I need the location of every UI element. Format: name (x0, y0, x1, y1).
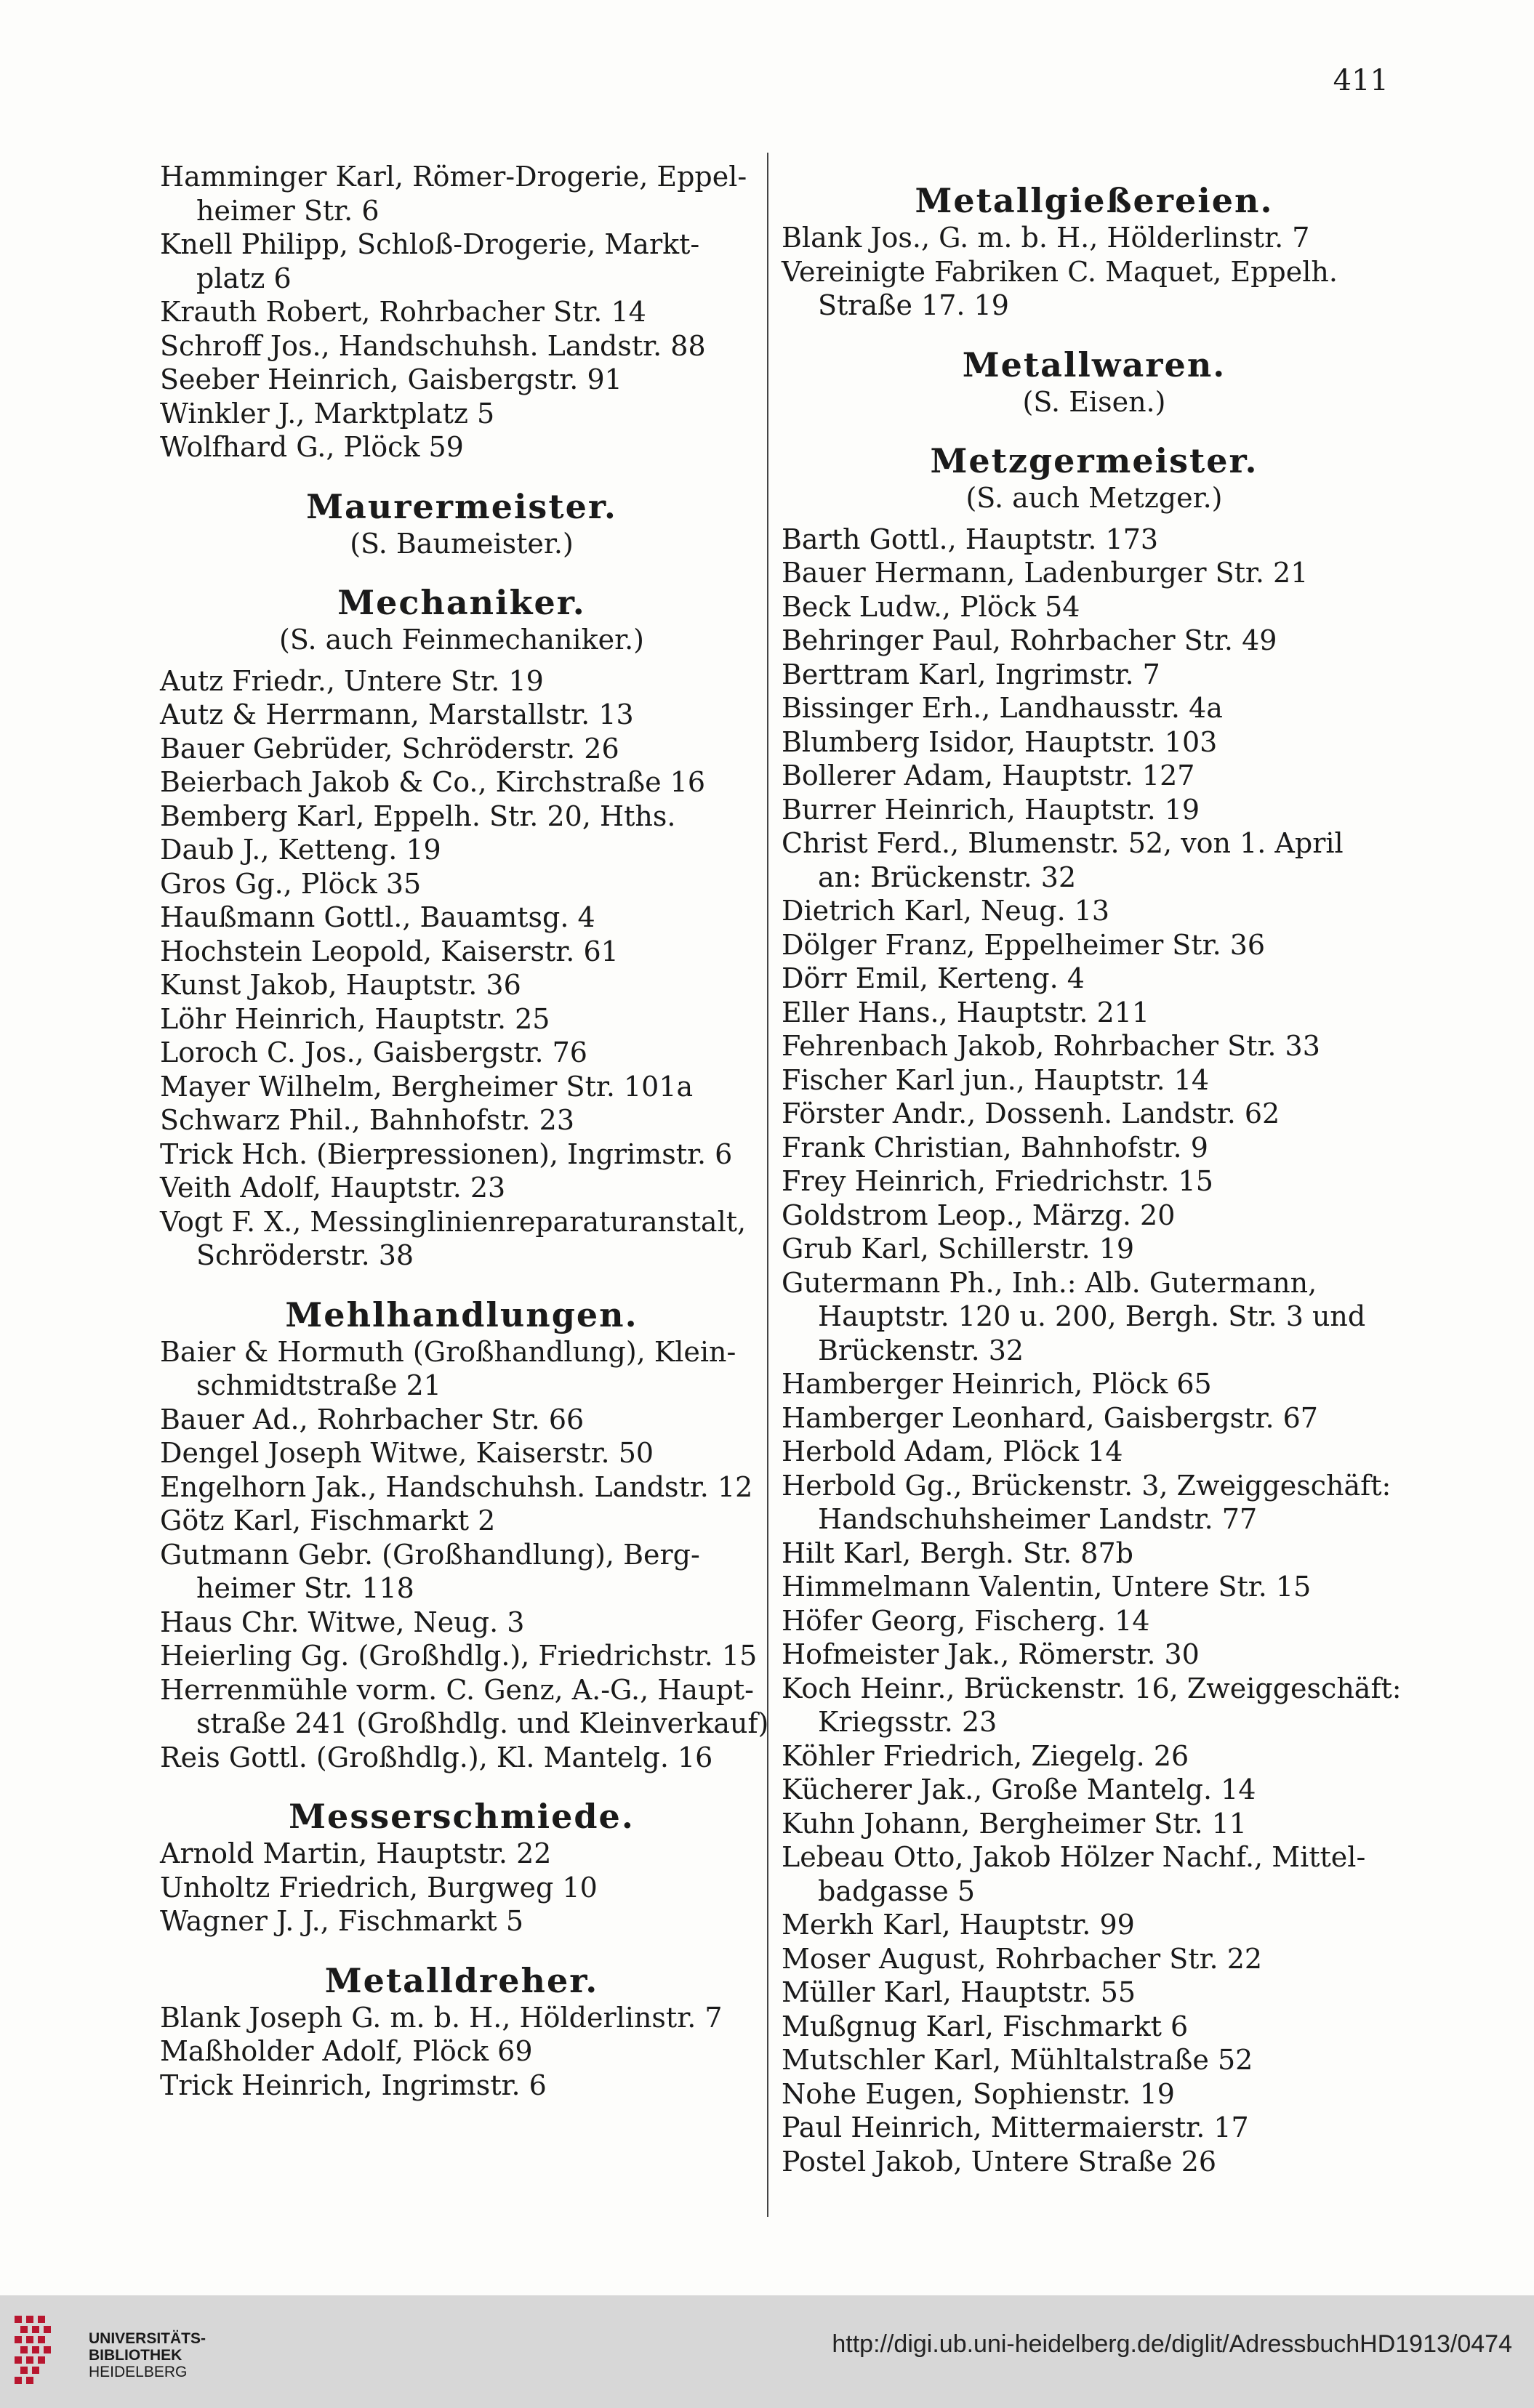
directory-entry: Hamminger Karl, Römer-Drogerie, Eppel- (160, 161, 747, 193)
entry-continuation: Brückenstr. 32 (818, 1334, 1024, 1366)
directory-entry: Höfer Georg, Fischerg. 14 (782, 1604, 1150, 1637)
section-heading: Metalldreher. (324, 1960, 599, 2000)
cross-reference-note: (S. auch Metzger.) (965, 482, 1223, 514)
directory-entry: Fischer Karl jun., Hauptstr. 14 (782, 1063, 1210, 1096)
source-url-link[interactable]: http://digi.ub.uni-heidelberg.de/diglit/AdressbuchHD1913/0474 (832, 2330, 1512, 2358)
directory-entry: Veith Adolf, Hauptstr. 23 (160, 1172, 506, 1204)
institution-name (89, 2330, 206, 2380)
entry-continuation: Handschuhsheimer Landstr. 77 (818, 1503, 1258, 1535)
directory-entry: Nohe Eugen, Sophienstr. 19 (782, 2077, 1175, 2110)
directory-entry: Arnold Martin, Hauptstr. 22 (160, 1837, 552, 1869)
directory-entry: Götz Karl, Fischmarkt 2 (160, 1505, 496, 1537)
left-column (160, 160, 769, 2102)
directory-entry: Mutschler Karl, Mühltalstraße 52 (782, 2044, 1253, 2076)
directory-entry: Mußgnug Karl, Fischmarkt 6 (782, 2010, 1189, 2042)
directory-entry: Burrer Heinrich, Hauptstr. 19 (782, 793, 1200, 826)
entry-continuation: schmidtstraße 21 (196, 1369, 441, 1401)
directory-entry: Gutermann Ph., Inh.: Alb. Gutermann, (782, 1266, 1317, 1299)
directory-entry: Müller Karl, Hauptstr. 55 (782, 1976, 1136, 2008)
directory-entry: Engelhorn Jak., Handschuhsh. Landstr. 12 (160, 1470, 753, 1503)
directory-entry: Krauth Robert, Rohrbacher Str. 14 (160, 296, 646, 328)
directory-entry: Gros Gg., Plöck 35 (160, 867, 422, 900)
entry-continuation: badgasse 5 (818, 1875, 976, 1907)
entry-continuation: heimer Str. 6 (196, 194, 380, 227)
directory-entry: Seeber Heinrich, Gaisbergstr. 91 (160, 363, 622, 395)
directory-entry: Kuhn Johann, Bergheimer Str. 11 (782, 1807, 1247, 1840)
directory-entry: Grub Karl, Schillerstr. 19 (782, 1233, 1135, 1265)
directory-entry: Bauer Hermann, Ladenburger Str. 21 (782, 557, 1309, 589)
directory-entry: Hilt Karl, Bergh. Str. 87b (782, 1537, 1133, 1569)
directory-entry: Hochstein Leopold, Kaiserstr. 61 (160, 935, 619, 967)
section-heading: Mehlhandlungen. (285, 1294, 638, 1334)
directory-entry: Lebeau Otto, Jakob Hölzer Nachf., Mittel- (782, 1841, 1366, 1873)
directory-entry: Goldstrom Leop., Märzg. 20 (782, 1199, 1176, 1231)
directory-entry: Herbold Adam, Plöck 14 (782, 1435, 1123, 1467)
directory-entry: Bauer Gebrüder, Schröderstr. 26 (160, 732, 619, 765)
directory-entry: Moser August, Rohrbacher Str. 22 (782, 1942, 1263, 1975)
entry-continuation: Schröderstr. 38 (196, 1239, 414, 1271)
institution-line-3: HEIDELBERG (89, 2364, 188, 2380)
directory-entry: Haus Chr. Witwe, Neug. 3 (160, 1606, 525, 1638)
directory-entry: Schroff Jos., Handschuhsh. Landstr. 88 (160, 329, 706, 362)
directory-entry: Wagner J. J., Fischmarkt 5 (160, 1905, 524, 1937)
directory-entry: Postel Jakob, Untere Straße 26 (782, 2145, 1217, 2178)
directory-entry: Dölger Franz, Eppelheimer Str. 36 (782, 928, 1266, 961)
directory-entry: Reis Gottl. (Großhdlg.), Kl. Mantelg. 16 (160, 1741, 713, 1773)
cross-reference-note: (S. Baumeister.) (350, 527, 574, 560)
section-heading: Metzgermeister. (930, 441, 1258, 480)
cross-reference-note: (S. Eisen.) (1022, 385, 1166, 418)
directory-entry: Wolfhard G., Plöck 59 (160, 431, 464, 463)
institution-line-1: UNIVERSITÄTS- (89, 2330, 206, 2347)
directory-entry: Knell Philipp, Schloß-Drogerie, Markt- (160, 228, 700, 260)
directory-entry: Dietrich Karl, Neug. 13 (782, 895, 1110, 927)
section-heading: Maurermeister. (306, 486, 617, 526)
directory-entry: Mayer Wilhelm, Bergheimer Str. 101a (160, 1070, 694, 1103)
directory-entry: Bollerer Adam, Hauptstr. 127 (782, 760, 1195, 792)
directory-entry: Blumberg Isidor, Hauptstr. 103 (782, 725, 1218, 758)
entry-continuation: Hauptstr. 120 u. 200, Bergh. Str. 3 und (818, 1300, 1366, 1332)
directory-entry: Daub J., Ketteng. 19 (160, 834, 441, 866)
directory-entry: Bemberg Karl, Eppelh. Str. 20, Hths. (160, 800, 676, 832)
directory-entry: Löhr Heinrich, Hauptstr. 25 (160, 1002, 550, 1035)
directory-entry: Köhler Friedrich, Ziegelg. 26 (782, 1739, 1189, 1772)
directory-entry: Schwarz Phil., Bahnhofstr. 23 (160, 1104, 575, 1136)
directory-entry: Behringer Paul, Rohrbacher Str. 49 (782, 624, 1277, 656)
directory-entry: Christ Ferd., Blumenstr. 52, von 1. April (782, 827, 1344, 859)
directory-entry: Bissinger Erh., Landhausstr. 4a (782, 692, 1223, 724)
directory-entry: Autz Friedr., Untere Str. 19 (160, 664, 544, 697)
entry-continuation: straße 241 (Großhdlg. und Kleinverkauf) (196, 1707, 769, 1739)
section-heading: Messerschmiede. (289, 1797, 635, 1836)
section-heading: Mechaniker. (337, 583, 586, 622)
directory-entry: Eller Hans., Hauptstr. 211 (782, 996, 1150, 1028)
directory-entry: Herrenmühle vorm. C. Genz, A.-G., Haupt- (160, 1673, 754, 1706)
directory-entry: Trick Heinrich, Ingrimstr. 6 (160, 2069, 547, 2101)
column-divider (767, 153, 768, 2217)
directory-entry: Bauer Ad., Rohrbacher Str. 66 (160, 1403, 585, 1435)
entry-continuation: platz 6 (196, 262, 292, 294)
directory-entry: Merkh Karl, Hauptstr. 99 (782, 1909, 1135, 1941)
directory-entry: Fehrenbach Jakob, Rohrbacher Str. 33 (782, 1030, 1320, 1062)
directory-entry: Kücherer Jak., Große Mantelg. 14 (782, 1773, 1256, 1805)
directory-entry: Maßholder Adolf, Plöck 69 (160, 2035, 533, 2067)
right-column (782, 158, 1407, 2178)
entry-continuation: heimer Str. 118 (196, 1572, 414, 1604)
directory-entry: Frey Heinrich, Friedrichstr. 15 (782, 1165, 1213, 1197)
directory-entry: Förster Andr., Dossenh. Landstr. 62 (782, 1098, 1280, 1129)
directory-entry: Berttram Karl, Ingrimstr. 7 (782, 658, 1160, 690)
directory-entry: Beck Ludw., Plöck 54 (782, 590, 1080, 623)
directory-entry: Beierbach Jakob & Co., Kirchstraße 16 (160, 766, 706, 798)
footer-bar (0, 2295, 1534, 2408)
directory-entry: Heierling Gg. (Großhdlg.), Friedrichstr. 15 (160, 1640, 758, 1672)
directory-entry: Hamberger Leonhard, Gaisbergstr. 67 (782, 1401, 1318, 1434)
directory-entry: Blank Jos., G. m. b. H., Hölderlinstr. 7 (782, 222, 1310, 254)
directory-entry: Himmelmann Valentin, Untere Str. 15 (782, 1571, 1312, 1603)
entry-continuation: Straße 17. 19 (818, 289, 1009, 321)
directory-entry: Vereinigte Fabriken C. Maquet, Eppelh. (782, 255, 1338, 288)
directory-entry: Gutmann Gebr. (Großhandlung), Berg- (160, 1538, 700, 1571)
directory-entry: Unholtz Friedrich, Burgweg 10 (160, 1871, 598, 1904)
institution-line-2: BIBLIOTHEK (89, 2347, 182, 2364)
directory-entry: Blank Joseph G. m. b. H., Hölderlinstr. 7 (160, 2001, 723, 2034)
directory-entry: Barth Gottl., Hauptstr. 173 (782, 523, 1159, 555)
directory-entry: Dengel Joseph Witwe, Kaiserstr. 50 (160, 1437, 654, 1469)
directory-entry: Koch Heinr., Brückenstr. 16, Zweiggeschäft: (782, 1672, 1402, 1704)
section-heading: Metallgießereien. (915, 181, 1274, 220)
directory-entry: Herbold Gg., Brückenstr. 3, Zweiggeschäft: (782, 1469, 1392, 1502)
directory-entry: Loroch C. Jos., Gaisbergstr. 76 (160, 1036, 587, 1068)
entry-continuation: Kriegsstr. 23 (818, 1706, 997, 1738)
directory-entry: Hofmeister Jak., Römerstr. 30 (782, 1638, 1200, 1670)
directory-entry: Haußmann Gottl., Bauamtsg. 4 (160, 901, 595, 933)
directory-entry: Autz & Herrmann, Marstallstr. 13 (160, 698, 634, 730)
directory-entry: Dörr Emil, Kerteng. 4 (782, 962, 1085, 994)
section-heading: Metallwaren. (962, 345, 1226, 384)
directory-entry: Frank Christian, Bahnhofstr. 9 (782, 1131, 1208, 1164)
page-number: 411 (1333, 64, 1389, 97)
directory-entry: Paul Heinrich, Mittermaierstr. 17 (782, 2111, 1249, 2143)
directory-entry: Hamberger Heinrich, Plöck 65 (782, 1368, 1212, 1400)
directory-entry: Baier & Hormuth (Großhandlung), Klein- (160, 1335, 736, 1368)
entry-continuation: an: Brückenstr. 32 (818, 861, 1077, 893)
directory-entry: Kunst Jakob, Hauptstr. 36 (160, 969, 521, 1001)
cross-reference-note: (S. auch Feinmechaniker.) (279, 624, 644, 656)
directory-entry: Trick Hch. (Bierpressionen), Ingrimstr. 6 (160, 1137, 733, 1170)
directory-entry: Vogt F. X., Messinglinienreparaturanstalt, (160, 1205, 747, 1238)
directory-entry: Winkler J., Marktplatz 5 (160, 397, 495, 430)
university-library-logo-icon (9, 2310, 81, 2390)
